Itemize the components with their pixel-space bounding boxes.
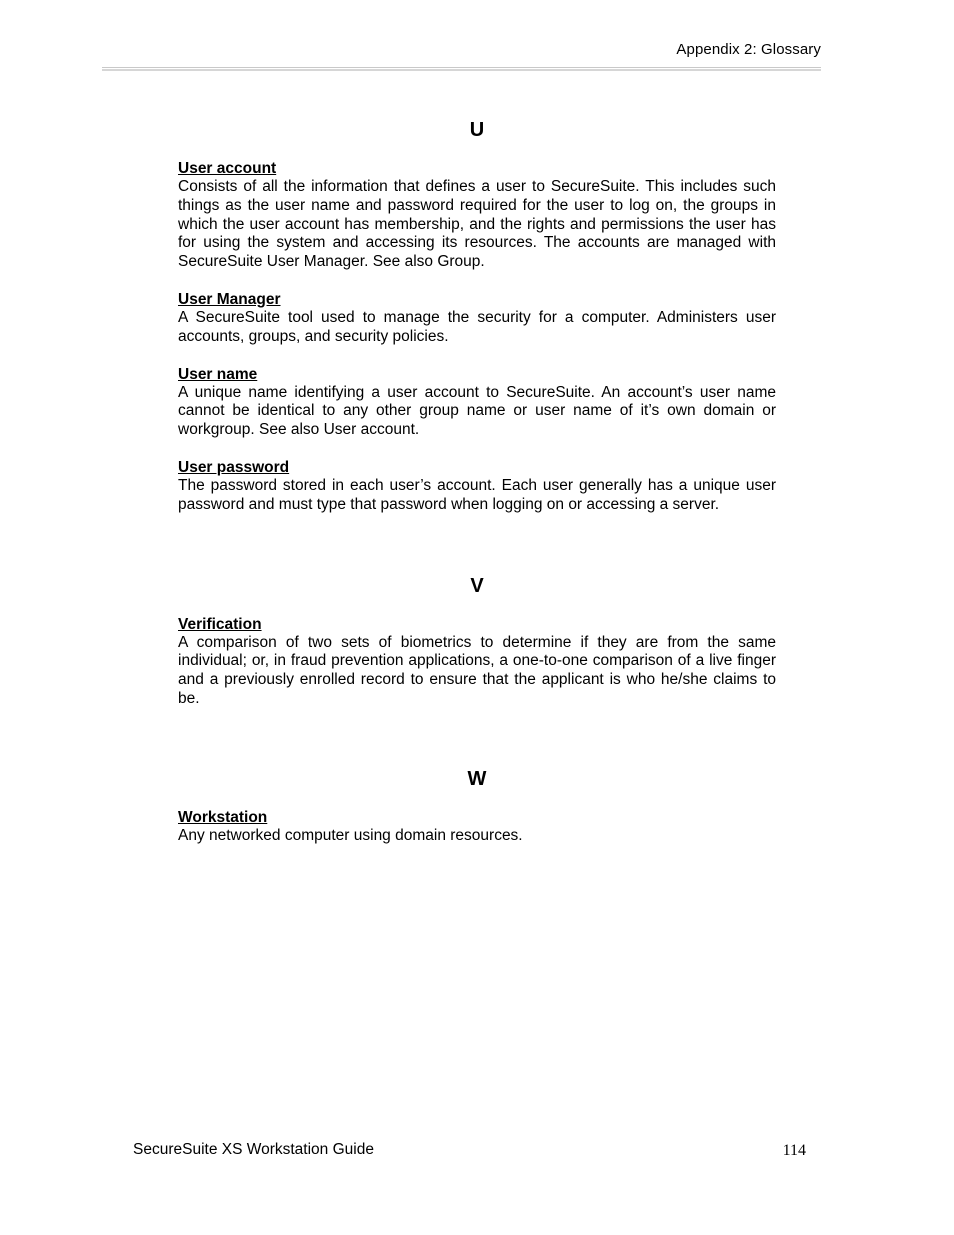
footer-page-number: 114	[782, 1142, 806, 1159]
definition-user-name: A unique name identifying a user account to SecureSuite. An account’s user name cannot be identical to any other group name or user name of it’s own domain or workgroup. See also User account.	[178, 383, 776, 439]
definition-verification: A comparison of two sets of biometrics to determine if they are from the same individual; or, in fraud prevention applications, a one-to-one comparison of a live finger and a previously enrolled record to ensure that the applicant is who he/she claims to be.	[178, 633, 776, 707]
definition-workstation: Any networked computer using domain resources.	[178, 826, 523, 844]
section-letter-v: V	[470, 574, 484, 597]
term-user-account: User account	[178, 160, 277, 177]
glossary-entry-user-name	[178, 365, 776, 440]
definition-user-account: Consists of all the information that defines a user to SecureSuite. This includes such things as the user name and password required for the user to log on, the groups in which the user account has membership, and the rights and permissions the user has for using the system and accessing its resources. The accounts are managed with SecureSuite User Manager. See also Group.	[178, 178, 776, 271]
section-letter-w: W	[467, 767, 487, 790]
term-user-name: User name	[178, 365, 258, 383]
section-letter-u: U	[469, 119, 485, 141]
glossary-entry-user-password	[178, 458, 776, 515]
glossary-entry-verification	[178, 615, 776, 709]
term-workstation: Workstation	[178, 808, 268, 826]
glossary-entry-user-account	[178, 159, 776, 272]
section-w	[178, 767, 776, 846]
footer-guide-title: SecureSuite XS Workstation Guide	[133, 1141, 374, 1158]
page-header-title: Appendix 2: Glossary	[676, 41, 821, 58]
term-user-manager: User Manager	[178, 290, 281, 308]
glossary-entry-user-manager	[178, 290, 776, 347]
section-u	[178, 118, 776, 515]
term-verification: Verification	[178, 615, 262, 633]
glossary-content	[178, 118, 776, 864]
section-v	[178, 574, 776, 709]
term-user-password: User password	[178, 458, 290, 476]
definition-user-password: The password stored in each user’s account. Each user generally has a unique user password and must type that password when logging on or accessing a server.	[178, 476, 776, 513]
glossary-entry-workstation	[178, 808, 776, 846]
definition-user-manager: A SecureSuite tool used to manage the security for a computer. Administers user accounts, groups, and security policies.	[178, 308, 776, 345]
header-divider	[102, 67, 821, 71]
